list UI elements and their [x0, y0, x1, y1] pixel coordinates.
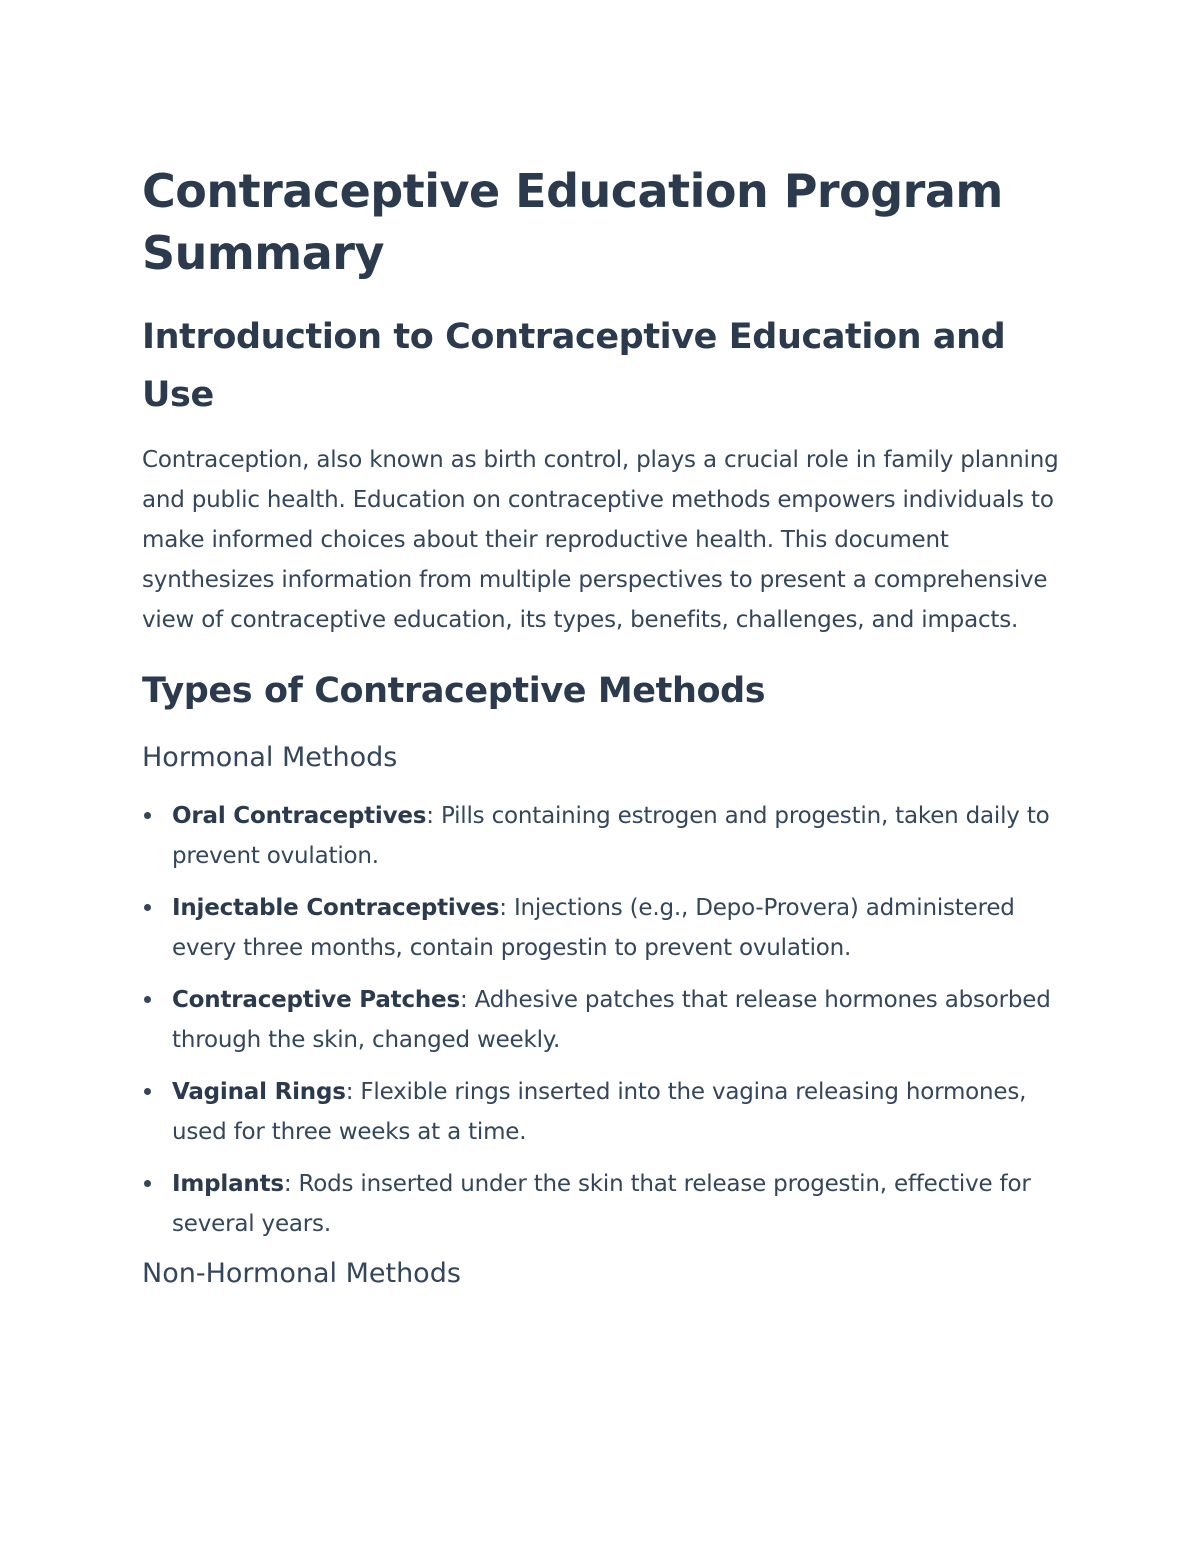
subheading-non-hormonal-methods: Non-Hormonal Methods [142, 1258, 461, 1289]
bullet-icon [144, 996, 151, 1003]
hormonal-methods-list [142, 796, 1062, 1244]
list-item-term: Contraceptive Patches [172, 987, 460, 1013]
bullet-icon [144, 812, 151, 819]
section-heading-types: Types of Contraceptive Methods [142, 671, 766, 711]
list-item-oral-contraceptives [142, 796, 1062, 876]
introduction-paragraph: Contraception, also known as birth control, plays a crucial role in family planning and public health. Education on contraceptive methods empowers individuals to make informed choices about their reproductive health. This document synthesizes information from multiple perspectives to present a comprehensive view of contraceptive education, its types, benefits, challenges, and impacts. [142, 447, 1059, 633]
list-item-vaginal-rings [142, 1072, 1062, 1152]
list-item-implants [142, 1164, 1062, 1244]
bullet-icon [144, 904, 151, 911]
list-item-term: Injectable Contraceptives [172, 895, 500, 921]
list-item-injectable-contraceptives [142, 888, 1062, 968]
list-item-description: : Injections (e.g., Depo-Provera) administered every three months, contain progestin to prevent ovulation. [172, 895, 1015, 961]
document-page [142, 160, 1062, 1292]
list-item-contraceptive-patches [142, 980, 1062, 1060]
list-item-term: Implants [172, 1171, 284, 1197]
list-item-description: : Adhesive patches that release hormones absorbed through the skin, changed weekly. [172, 987, 1051, 1053]
list-item-description: : Rods inserted under the skin that release progestin, effective for several years. [172, 1171, 1031, 1237]
bullet-icon [144, 1088, 151, 1095]
list-item-description: : Flexible rings inserted into the vagina releasing hormones, used for three weeks at a time. [172, 1079, 1027, 1145]
document-title: Contraceptive Education Program Summary [142, 164, 1003, 280]
list-item-term: Vaginal Rings [172, 1079, 346, 1105]
section-heading-introduction: Introduction to Contraceptive Education and Use [142, 317, 1006, 415]
subheading-hormonal-methods: Hormonal Methods [142, 742, 398, 773]
bullet-icon [144, 1180, 151, 1187]
list-item-description: : Pills containing estrogen and progestin, taken daily to prevent ovulation. [172, 803, 1050, 869]
list-item-term: Oral Contraceptives [172, 803, 427, 829]
